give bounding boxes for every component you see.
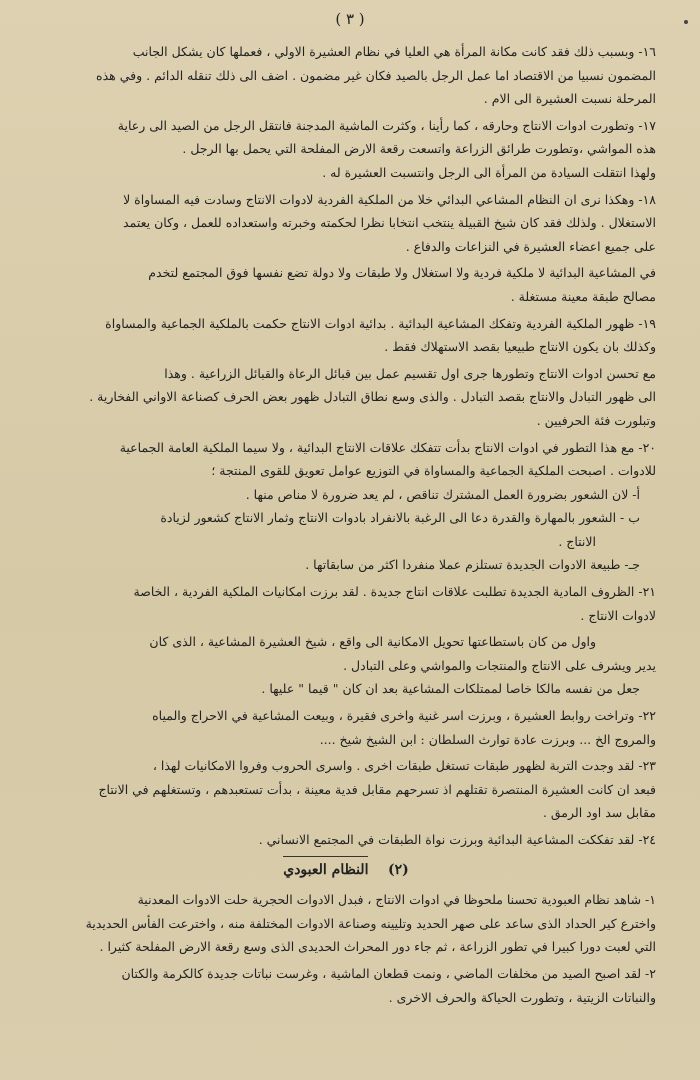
paragraph-line: ٢٣- لقد وجدت التربة لظهور طبقات تستغل طبقات اخرى . واسرى الحروب وفروا الامكانيات لهذا ، bbox=[152, 758, 656, 774]
paragraph-line: لادوات الانتاج . bbox=[580, 607, 656, 623]
paragraph-line: ١٦- وبسبب ذلك فقد كانت مكانة المرأة هي العليا في نظام العشيرة الاولي ، فعملها كان يشكل الجانب bbox=[132, 44, 656, 59]
paragraph-line: والنباتات الزيتية ، وتطورت الحياكة والحرف الاخرى . bbox=[388, 989, 656, 1005]
paragraph-line: للادوات . اصبحت الملكية الجماعية والمساواة في التوزيع عوامل تعويق للقوى المنتجة ؛ bbox=[211, 463, 656, 479]
section-title: النظام العبودي bbox=[283, 856, 368, 883]
paragraph-line: ٢٢- وتراخت روابط العشيرة ، وبرزت اسر غنية واخرى فقيرة ، وبيعت المشاعية في الاحراج والمياه bbox=[152, 708, 656, 724]
paragraph-line: واخترع كير الحداد الذى ساعد على صهر الحديد وتليينه وصناعة الادوات المختلفة منه ، واخترعت الفأس الحديدية bbox=[85, 915, 656, 931]
paragraph-line: مع تحسن ادوات الانتاج وتطورها جرى اول تقسيم عمل بين قبائل الرعاة والقبائل الزراعية . وهذا bbox=[164, 365, 656, 381]
paragraph-line: ١- شاهد نظام العبودية تحسنا ملحوظا في ادوات الانتاج ، فبدل الادوات الحجرية حلت الادوات المعدنية bbox=[137, 892, 656, 908]
paragraph-line: على جميع اعضاء العشيرة في النزاعات والدفاع . bbox=[405, 238, 656, 254]
paragraph-line: مقابل سد اود الرمق . bbox=[542, 805, 656, 821]
paragraph-line: ١٩- ظهور الملكية الفردية وتفكك المشاعية البدائية . بدائية ادوات الانتاج حكمت بالملكية الجماعية والمساواة bbox=[105, 315, 656, 331]
paragraph-line: يدير ويشرف على الانتاج والمنتجات والمواشي وعلى التبادل . bbox=[343, 657, 656, 673]
paragraph-line: مصالح طبقة معينة مستغلة . bbox=[510, 288, 656, 304]
paragraph-line: التي لعبت دورا كبيرا في تطور الزراعة ، ثم جاء دور المحراث الحديدى الذى وسع رقعة الارض المفلحة كثيرا . bbox=[99, 939, 656, 955]
paragraph-line: ولهذا انتقلت السيادة من المرأة الى الرجل وانتسبت العشيرة له . bbox=[322, 164, 656, 180]
list-item: ب - الشعور بالمهارة والقدرة دعا الى الرغبة بالانفراد بادوات الانتاج وثمار الانتاج كشعور لزيادة bbox=[160, 510, 640, 526]
section-number: (٢) bbox=[387, 861, 409, 878]
document-body bbox=[36, 40, 656, 1009]
paragraph-line: فبعد ان كانت العشيرة المنتصرة تقتلهم اذ تسرحهم مقابل فدية معينة ، بدأت تستعبدهم ، وتستغلهم في الانتاج bbox=[98, 781, 656, 797]
list-item: جـ- طبيعة الادوات الجديدة تستلزم عملا منفردا اكثر من سابقاتها . bbox=[305, 557, 640, 573]
paragraph-line: ٢٠- مع هذا التطور في ادوات الانتاج بدأت تتفكك علاقات الانتاج البدائية ، ولا سيما الملكية العامة الجماعية bbox=[119, 439, 656, 455]
list-item: الانتاج . bbox=[558, 533, 596, 549]
paragraph-line: الى ظهور التبادل والانتاج بقصد التبادل . والذى وسع نطاق التبادل ظهور بعض الحرف كصناعة الاواني الفخارية . bbox=[89, 389, 656, 405]
paragraph-line: جعل من نفسه مالكا خاصا لممتلكات المشاعية بعد ان كان " قيما " عليها . bbox=[261, 681, 640, 697]
paragraph-line: المرحلة نسبت العشيرة الى الام . bbox=[483, 91, 656, 107]
paragraph-line: المضمون نسبيا من الاقتصاد اما عمل الرجل بالصيد فكان غير مضمون . اضف الى ذلك تنقله الدائم . وفي هذه bbox=[96, 67, 656, 83]
list-item: أ- لان الشعور بضرورة العمل المشترك تناقص ، لم يعد ضرورة لا مناص منها . bbox=[245, 486, 640, 502]
paragraph-line: واول من كان باستطاعتها تحويل الامكانية الى واقع ، شيخ العشيرة المشاعية ، الذى كان bbox=[149, 634, 596, 650]
paragraph-line: وكذلك بان يكون الانتاج طبيعيا بقصد الاستهلاك فقط . bbox=[384, 339, 656, 355]
page-number: ( ٣ ) bbox=[335, 10, 365, 28]
paragraph-line: ١٧- وتطورت ادوات الانتاج وحارقه ، كما رأينا ، وكثرت الماشية المدجنة فانتقل الرجل من الصيد الى رعاية bbox=[117, 117, 656, 133]
paragraph-line: وتبلورت فئة الحرفيين . bbox=[536, 412, 656, 428]
paragraph-line: ٢١- الظروف المادية الجديدة تطلبت علاقات انتاج جديدة . لقد برزت امكانيات الملكية الفردية ، الخاصة bbox=[133, 584, 656, 600]
paragraph-line: ٢- لقد اصبح الصيد من مخلفات الماضي ، ونمت قطعان الماشية ، وغرست نباتات جديدة كالكرمة والكتان bbox=[121, 965, 656, 981]
paragraph-line: الاستغلال . ولذلك فقد كان شيخ القبيلة ينتخب انتخابا نظرا لحكمته وخبرته واستعداده للعمل ، وكان يعتمد bbox=[123, 215, 656, 231]
paragraph-line: ٢٤- لقد تفككت المشاعية البدائية وبرزت نواة الطبقات في المجتمع الانساني . bbox=[258, 832, 656, 847]
section-heading bbox=[36, 856, 656, 883]
paragraph-line: في المشاعية البدائية لا ملكية فردية ولا استغلال ولا طبقات ولا دولة تضع نفسها فوق المجتمع لتخدم bbox=[148, 265, 656, 281]
paragraph-line: ١٨- وهكذا نرى ان النظام المشاعي البدائي خلا من الملكية الفردية لادوات الانتاج وسادت فيه المساواة لا bbox=[123, 191, 656, 207]
paragraph-line: والمروج الخ ... وبرزت عادة توارث السلطان : ابن الشيخ شيخ .... bbox=[319, 731, 656, 747]
paragraph-line: هذه المواشي ،وتطورت طرائق الزراعة واتسعت رقعة الارض المفلحة التي يحمل بها الرجل . bbox=[182, 141, 656, 157]
